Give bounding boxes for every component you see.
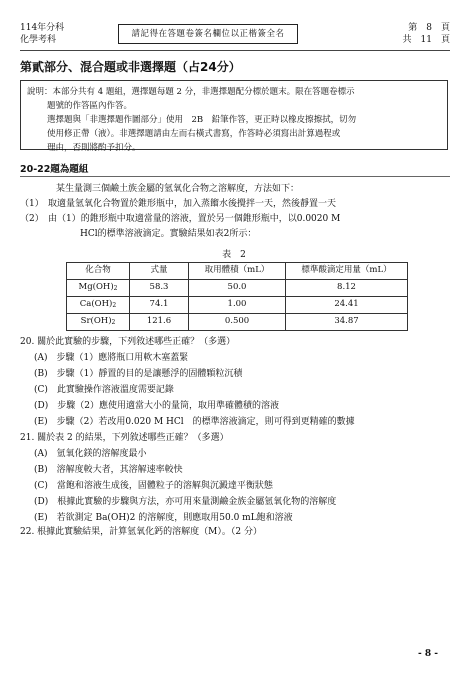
question-stem: 20. 關於此實驗的步驟，下列敘述哪些正確？（多選） bbox=[20, 337, 236, 347]
volume-cell: 1.00 bbox=[189, 297, 286, 314]
option-d: (D) 步驟（2）應使用適當大小的量筒，取用準確體積的溶液 bbox=[34, 401, 279, 411]
formula-mass-cell: 74.1 bbox=[130, 297, 189, 314]
total-pages: 共 11 頁 bbox=[402, 35, 450, 45]
table-header: 式量 bbox=[130, 263, 189, 280]
signature-notice: 請記得在答題卷簽名欄位以正楷簽全名 bbox=[118, 24, 298, 44]
table-header: 取用體積（mL） bbox=[189, 263, 286, 280]
option-c: (C) 此實驗操作溶液溫度需要記錄 bbox=[34, 385, 174, 395]
compound-cell: $Mg(OH)_2$ bbox=[67, 280, 130, 297]
header-exam-name: 化學考科 bbox=[20, 35, 57, 45]
titrant-cell: 8.12 bbox=[286, 280, 408, 297]
instruction-line: 使用修正帶（液）。非選擇題請由左而右橫式書寫，作答時必須寫出計算過程或 bbox=[47, 129, 341, 139]
table-caption: 表 2 bbox=[222, 250, 246, 260]
option-b: (B) 溶解度較大者，其溶解速率較快 bbox=[34, 465, 183, 475]
header-exam-info bbox=[20, 22, 64, 46]
volume-cell: 50.0 bbox=[189, 280, 286, 297]
formula-mass-cell: 121.6 bbox=[130, 314, 189, 331]
option-c: (C) 當飽和溶液生成後，固體粒子的溶解與沉澱達平衡狀態 bbox=[34, 481, 273, 491]
section-title: 第貳部分、混合題或非選擇題（占24分） bbox=[20, 60, 241, 74]
step-text: 取適量氫氧化合物置於錐形瓶中，加入蒸餾水後攪拌一天，然後靜置一天 bbox=[48, 199, 337, 209]
step-text: 由（1）的錐形瓶中取適當量的溶液，置於另一個錐形瓶中，以0.0020 M bbox=[48, 214, 341, 224]
formula-mass-cell: 58.3 bbox=[130, 280, 189, 297]
table-header: 標準酸滴定用量（mL） bbox=[286, 263, 408, 280]
question-stem: 22. 根據此實驗結果，計算氫氧化鈣的溶解度（M）。（2 分） bbox=[20, 527, 262, 537]
header-page-info bbox=[372, 22, 450, 46]
option-a: (A) 步驟（1）應將瓶口用軟木塞蓋緊 bbox=[34, 353, 189, 363]
table-row bbox=[67, 314, 408, 331]
table-header: 化合物 bbox=[67, 263, 130, 280]
option-b: (B) 步驟（1）靜置的目的是讓懸浮的固體顆粒沉積 bbox=[34, 369, 243, 379]
question-group-title: 20-22題為題組 bbox=[20, 164, 89, 175]
option-e: (E) 若欲測定 Ba(OH)2 的溶解度，則應取用50.0 mL飽和溶液 bbox=[34, 513, 293, 523]
titrant-cell: 34.87 bbox=[286, 314, 408, 331]
intro-text: 某生量測三個鹼土族金屬的氫氧化合物之溶解度，方法如下： bbox=[56, 184, 300, 194]
step-1 bbox=[20, 197, 450, 212]
results-table bbox=[66, 262, 408, 331]
instruction-line: 選擇題與「非選擇題作圖部分」使用 2B 鉛筆作答，更正時以橡皮擦擦拭，切勿 bbox=[47, 115, 357, 125]
page-number: 第 8 頁 bbox=[408, 23, 450, 33]
page-footer: - 8 - bbox=[418, 649, 438, 659]
table-header-row bbox=[67, 263, 408, 280]
instruction-line: 題號的作答區內作答。 bbox=[47, 101, 133, 111]
step-number: （1） bbox=[20, 199, 44, 209]
question-stem: 21. 關於表 2 的結果，下列敘述哪些正確？（多選） bbox=[20, 433, 229, 443]
instruction-line: 說明：本部分共有 4 題組，選擇題每題 2 分，非選擇題配分標於題末。限在答題卷標示 bbox=[27, 87, 355, 97]
header-divider bbox=[20, 50, 450, 51]
step-2 bbox=[20, 212, 450, 227]
instruction-line: 理由，否則將酌予扣分。 bbox=[47, 143, 141, 153]
question-22 bbox=[20, 524, 452, 540]
option-d: (D) 根據此實驗的步驟與方法，亦可用來量測鹼金族金屬氫氧化物的溶解度 bbox=[34, 497, 337, 507]
question-21 bbox=[20, 430, 452, 526]
volume-cell: 0.500 bbox=[189, 314, 286, 331]
step-number: （2） bbox=[20, 214, 44, 224]
option-a: (A) 氫氧化鎂的溶解度最小 bbox=[34, 449, 147, 459]
instructions-box bbox=[20, 80, 448, 153]
table-row bbox=[67, 297, 408, 314]
header-year-subject: 114年分科 bbox=[20, 23, 65, 33]
option-e: (E) 步驟（2）若改用0.020 M HCl 的標準溶液滴定，則可得到更精確的數據 bbox=[34, 417, 355, 427]
titrant-cell: 24.41 bbox=[286, 297, 408, 314]
compound-cell: $Sr(OH)_2$ bbox=[67, 314, 130, 331]
table-row bbox=[67, 280, 408, 297]
group-divider bbox=[20, 176, 450, 177]
question-20 bbox=[20, 334, 452, 430]
step-2-continued: HCl的標準溶液滴定。實驗結果如表2所示： bbox=[80, 229, 257, 239]
compound-cell: $Ca(OH)_2$ bbox=[67, 297, 130, 314]
